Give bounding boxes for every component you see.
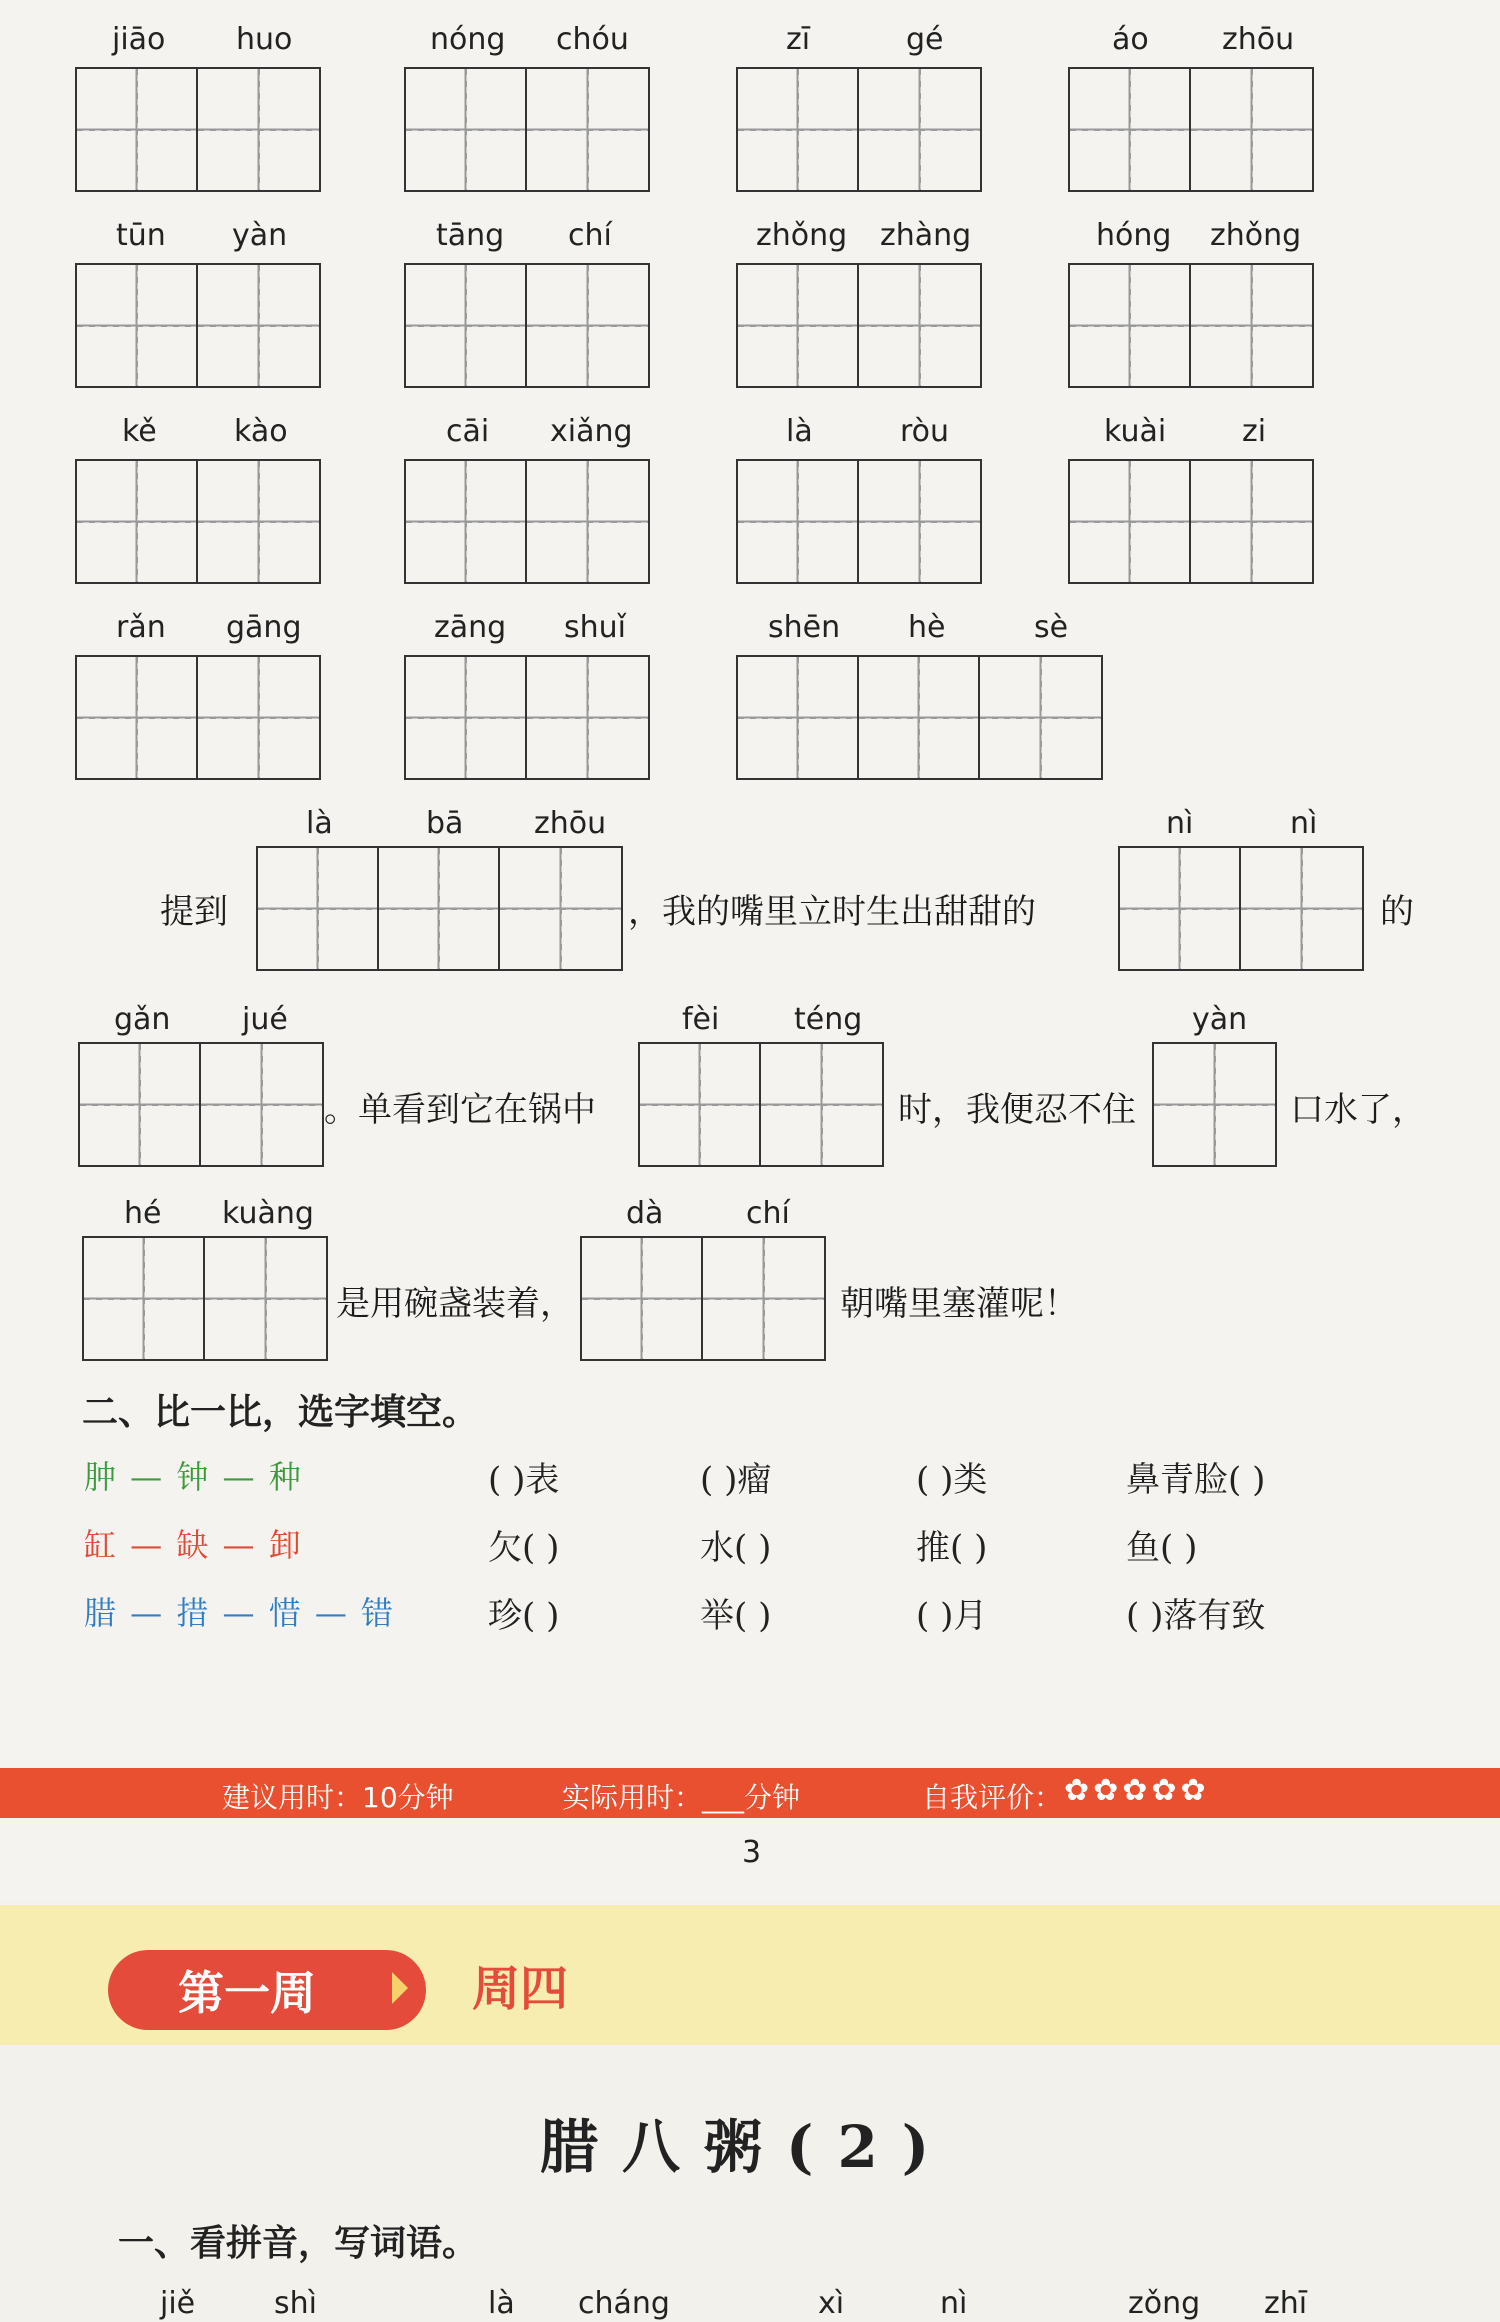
fill-blank[interactable]: 水( ) (700, 1528, 772, 1568)
fill-blank[interactable]: 欠( ) (488, 1528, 560, 1568)
passage-text: ，我的嘴里立时生出甜甜的 (628, 892, 1036, 932)
pinyin: jué (242, 1002, 288, 1037)
writing-grid[interactable] (1118, 846, 1364, 971)
fill-blank[interactable]: ( )表 (488, 1460, 560, 1500)
passage-text: 提到 (160, 892, 228, 932)
pinyin: huo (236, 22, 293, 57)
time-bar (0, 1768, 1500, 1818)
passage-text: 是用碗盏装着， (336, 1284, 574, 1324)
pinyin: zī (786, 22, 811, 57)
pinyin: tūn (116, 218, 166, 253)
pinyin: ròu (900, 414, 950, 449)
writing-grid[interactable] (1068, 67, 1314, 192)
fill-blank[interactable]: 推( ) (916, 1528, 988, 1568)
writing-grid[interactable] (736, 67, 982, 192)
fill-blank[interactable]: ( )瘤 (700, 1460, 772, 1500)
pinyin: jiāo (112, 22, 166, 57)
week-badge (108, 1950, 426, 2030)
section-heading: 一、看拼音，写词语。 (118, 2222, 479, 2264)
actual-time[interactable]: 实际用时：___分钟 (562, 1781, 801, 1814)
pinyin: là (306, 806, 333, 841)
fill-blank[interactable]: 举( ) (700, 1596, 772, 1636)
pinyin: zhōu (534, 806, 607, 841)
pinyin: kě (122, 414, 157, 449)
writing-grid[interactable] (256, 846, 623, 971)
pinyin: tāng (436, 218, 505, 253)
suggested-time: 建议用时：10分钟 (222, 1781, 454, 1814)
pinyin: gé (906, 22, 944, 57)
writing-grid[interactable] (638, 1042, 884, 1167)
pinyin: kuàng (222, 1196, 314, 1231)
pinyin: kào (234, 414, 288, 449)
pinyin: hè (908, 610, 946, 645)
pinyin: jiě (160, 2286, 196, 2321)
pinyin: nóng (430, 22, 506, 57)
page-number: 3 (742, 1835, 762, 1870)
writing-grid[interactable] (1152, 1042, 1277, 1167)
pinyin: là (488, 2286, 515, 2321)
writing-grid[interactable] (580, 1236, 826, 1361)
compare-chars: 缸 — 缺 — 卸 (84, 1526, 303, 1564)
pinyin: xì (818, 2286, 845, 2321)
pinyin: shuǐ (564, 610, 626, 645)
day-label: 周四 (472, 1961, 569, 2017)
pinyin: gǎn (114, 1002, 171, 1037)
pinyin: kuài (1104, 414, 1167, 449)
pinyin: dà (626, 1196, 664, 1231)
passage-text: 朝嘴里塞灌呢！ (840, 1284, 1078, 1324)
pinyin: zāng (434, 610, 507, 645)
pinyin: gāng (226, 610, 302, 645)
writing-grid[interactable] (404, 459, 650, 584)
pinyin: cháng (578, 2286, 670, 2321)
pinyin: zǒng (1128, 2286, 1201, 2321)
writing-grid[interactable] (404, 263, 650, 388)
pinyin: cāi (446, 414, 490, 449)
writing-grid[interactable] (1068, 459, 1314, 584)
pinyin: zhàng (880, 218, 972, 253)
rating-flower-icon[interactable]: ✿✿✿✿✿ (1064, 1773, 1210, 1808)
lesson-title: 腊八粥(2) (540, 2113, 954, 2181)
pinyin: yàn (1192, 1002, 1248, 1037)
fill-blank[interactable]: 鼻青脸( ) (1126, 1460, 1266, 1500)
pinyin: nì (1290, 806, 1318, 841)
pinyin: yàn (232, 218, 288, 253)
pinyin: chóu (556, 22, 629, 57)
writing-grid[interactable] (82, 1236, 328, 1361)
passage-text: 。单看到它在锅中 (324, 1090, 596, 1130)
compare-chars: 肿 — 钟 — 种 (84, 1458, 303, 1496)
passage-text: 口水了， (1290, 1090, 1426, 1130)
pinyin: chí (568, 218, 612, 253)
pinyin: zi (1242, 414, 1267, 449)
self-eval-label: 自我评价： (922, 1781, 1063, 1814)
fill-blank[interactable]: 珍( ) (488, 1596, 560, 1636)
compare-chars: 腊 — 措 — 惜 — 错 (84, 1594, 396, 1632)
pinyin: hé (124, 1196, 162, 1231)
pinyin: nì (1166, 806, 1194, 841)
pinyin: zhǒng (756, 218, 848, 253)
writing-grid[interactable] (75, 459, 321, 584)
pinyin: hóng (1096, 218, 1172, 253)
pinyin: sè (1034, 610, 1069, 645)
pinyin: xiǎng (550, 414, 633, 449)
writing-grid[interactable] (404, 655, 650, 780)
week-label: 第一周 (178, 1966, 316, 2020)
pinyin: nì (940, 2286, 968, 2321)
writing-grid[interactable] (736, 655, 1103, 780)
pinyin: bā (426, 806, 464, 841)
writing-grid[interactable] (1068, 263, 1314, 388)
pinyin: zhǒng (1210, 218, 1302, 253)
pinyin: zhōu (1222, 22, 1295, 57)
pinyin: zhī (1264, 2286, 1308, 2321)
writing-grid[interactable] (75, 67, 321, 192)
fill-blank[interactable]: ( )月 (916, 1596, 988, 1636)
play-arrow-icon (392, 1972, 408, 2004)
writing-grid[interactable] (404, 67, 650, 192)
writing-grid[interactable] (736, 459, 982, 584)
pinyin: là (786, 414, 813, 449)
pinyin: áo (1112, 22, 1149, 57)
section-heading: 二、比一比，选字填空。 (82, 1391, 479, 1433)
pinyin: shēn (768, 610, 841, 645)
fill-blank[interactable]: 鱼( ) (1126, 1528, 1198, 1568)
writing-grid[interactable] (78, 1042, 324, 1167)
passage-text: 的 (1380, 892, 1414, 932)
pinyin: shì (274, 2286, 317, 2321)
passage-text: 时，我便忍不住 (898, 1090, 1136, 1130)
writing-grid[interactable] (736, 263, 982, 388)
pinyin: fèi (682, 1002, 720, 1037)
writing-grid[interactable] (75, 263, 321, 388)
pinyin: rǎn (116, 610, 166, 645)
fill-blank[interactable]: ( )类 (916, 1460, 988, 1500)
fill-blank[interactable]: ( )落有致 (1126, 1596, 1266, 1636)
writing-grid[interactable] (75, 655, 321, 780)
pinyin: téng (794, 1002, 863, 1037)
pinyin: chí (746, 1196, 790, 1231)
